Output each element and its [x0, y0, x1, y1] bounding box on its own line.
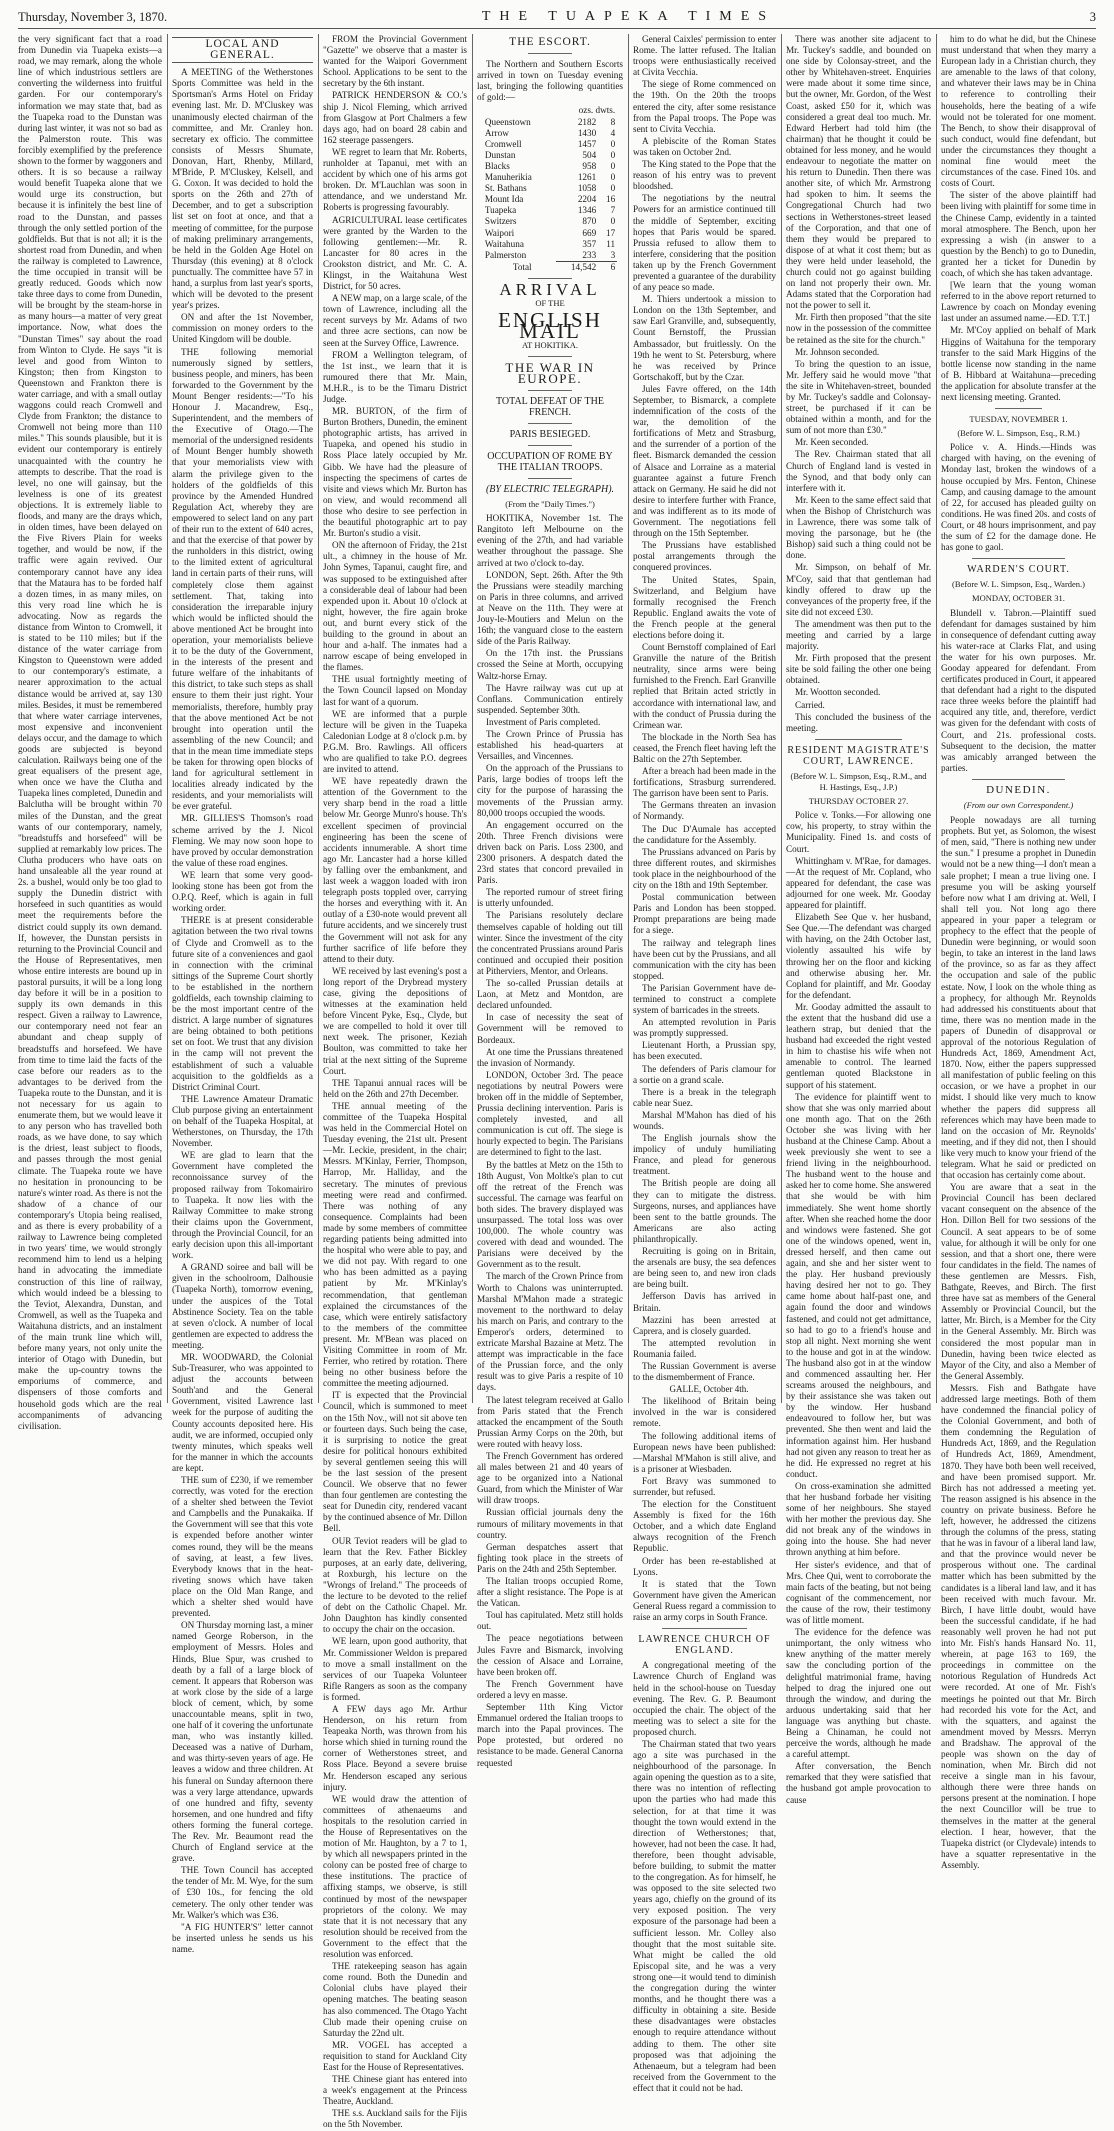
gold-table-row	[483, 205, 617, 216]
paragraph: The Prussians have established postal arrangements through the conquered provinces.	[633, 540, 776, 573]
paragraph: Count Bernstoff complained of Earl Granville the nature of the British neutrality, since arms were being furnished to the French. Earl Granville replied that Britain acted strictly in accordance with international law, and with the conduct of Prussia during the Crimean war.	[633, 642, 776, 730]
paragraph: Mazzini has been arrested at Caprera, and is closely guarded.	[633, 1314, 776, 1336]
paragraph: MR. BURTON, of the firm of Burton Brothers, Dunedin, the eminent photographic artists, has arrived in Tuapeka, and opened his studio in Ross Place lately occupied by Mr. Gibb. We have had the pleasure of inspecting the specimens of cartes de visite and views which Mr. Burton has on view, and would recommend all those who desire to see perfection in the beautiful photographic art to pay Mr. Burton's studio a visit.	[323, 406, 467, 539]
paragraph: The so-called Prussian details at Laon, at Metz and Montdon, are declared unfounded.	[477, 978, 623, 1011]
paragraph: It is stated that the Town Government have given the American General Ruess regard a commission to raise an army corps in South France.	[633, 1578, 776, 1623]
paragraph: THE sum of £230, if we remember correctly, was voted for the erection of a shelter shed between the Teviot and Campbells and the Punakaika. If the Government will see that this vote is expended before another winter comes round, they will be the means of saving, at least, a few lives. Everybody knows that in the heat-riveting snows which have taken place on the Old Man Range, and which a shelter shed would have prevented.	[172, 1475, 313, 1619]
tuesday-date: TUESDAY, NOVEMBER 1.	[969, 414, 1068, 425]
rm-court-date: THURSDAY OCTOBER 27.	[808, 796, 909, 807]
rm-court-heading: RESIDENT MAGISTRATE'S COURT, LAWRENCE.	[787, 744, 930, 767]
paragraph: Mr. Keen to the same effect said that when the Bishop of Christchurch was in Lawrence, there was some talk of moving the parsonage, but he (the Bishop) said such a thing could not be done.	[786, 494, 931, 561]
dunedin-heading: DUNEDIN.	[986, 783, 1051, 796]
ozs-value: 233	[582, 249, 597, 260]
paragraph: Her sister's evidence, and that of Mrs. Chee Qui, went to corroborate the main facts of the beating, but not being cognisant of the commencement, nor the cause of the row, their testimony was of little moment.	[786, 1559, 931, 1626]
paragraph: Messrs. Fish and Bathgate have addressed large meetings. Both of them have condemned the financial policy of the Colonial Government, and both of them condemning the Regulation of Hundreds Act, 1869, and the Regulation of Hundreds Act, 1869, Amendment, 1870. They have both been well received, and have been promised support. Mr. Birch has not addressed a meeting yet. The reason assigned is his absence in the country on private business. Before he left, however, he addressed the citizens through the columns of the press, stating that he was in favour of a liberal land law, and that the province would never be prosperous without one. The cardinal matter which has been submitted by the candidates is a liberal land law, and it has been received with much favour. Mr. Birch, I have little doubt, would have been the successful candidate, if he had reasonably well proven he had not put into Mr. Fish's hands Hansard No. 11, wherein, at page 163 to 169, the proceedings in committee on the notorious Regulation of Hundreds Act were recorded. At one of Mr. Fish's meetings he pointed out that Mr. Birch had recorded his vote for the Act, and with the squatters, and against the amendment moved by Messrs. Merryn and Bradshaw. The approval of the people was shown on the day of nomination, when Mr. Birch did not receive a single man in his favour, although there were three hands on persons present at the nomination. I hope the next Councillor will be true to themselves in the matter at the general election. I hear, however, that the Tuapeka district (or Clydevale) intends to have a squatter representative in the Assembly.	[941, 1382, 1096, 1870]
paragraph: The likelihood of Britain being involved in the war is considered remote.	[633, 1396, 776, 1429]
paragraph: The following additional items of European news have been published:—Marshal M'Mahon is still alive, and is a prisoner at Wiesbaden.	[633, 1430, 776, 1474]
paragraph: The Russian Government is averse to the dismemberment of France.	[633, 1360, 776, 1383]
paragraph: WE received by last evening's post a long report of the Drybread mystery case, giving the depositions of witnesses at the examination held before Vincent Pyke, Esq., Clyde, but we are compelled to hold it over till next week. The prisoner, Keziah Boulton, was committed to take her trial at the next sitting of the Supreme Court.	[323, 965, 467, 1076]
dwts-value: 0	[610, 172, 616, 183]
paragraph: The Duc D'Aumale has accepted the candidature for the Assembly.	[633, 823, 776, 845]
ozs-value: 1346	[577, 205, 597, 216]
paragraph: The Chairman stated that two years ago a site was purchased in the neighbourhood of the parsonage. In again opening the question as to a site, there was no intention of reflecting upon the parties who had made this selection, for at that time it was thought the town would extend in the direction of Wetherstones; that, however, had not been the case. It had, therefore, been thought advisable, before building, to submit the matter to the congregation. As for himself, he was opposed to the site selected two years ago, chiefly on the ground of its very exposed position. The very exposure of the parsonage had been a sufficient lesson. Mr. Colley also thought that the most suitable site. What might be called the old Episcopal site, and he was a very strong one—it would tend to diminish the congregation during the winter months, and he thought there was a difficulty in obtaining a site. Beside these disadvantages were obstacles enough to require attendance without adding to them. The other site proposed was that adjoining the Athenaeum, but a telegram had been received from the Government to the effect that it could not be had.	[633, 1738, 776, 2093]
paragraph: At one time the Prussians threatened the invasion of Normandy.	[477, 1046, 623, 1068]
paragraph: The defenders of Paris clamour for a sortie on a grand scale.	[633, 1063, 776, 1085]
paragraph: [We learn that the young woman referred to in the above report returned to Lawrence by coach on Monday evening last under an assumed name.—ED. T.T.]	[941, 280, 1096, 324]
paragraph: Mr. Wootton seconded.	[795, 687, 881, 698]
gold-table-row	[483, 216, 617, 227]
gold-table-row	[483, 139, 617, 150]
place-name: Queenstown	[484, 116, 531, 127]
paragraph: IT is expected that the Provincial Council, which is summoned to meet on the 15th Nov., will not sit above ten or fourteen days. Such being the case, it is surprising to notice the great desire for political honours exhibited by several gentlemen seeing this will be the last session of the present Council. We observe that no fewer than four gentlemen are contesting the seat for Dunedin city, rendered vacant by the continued absence of Mr. Dillon Bell.	[323, 1390, 467, 1534]
paragraph: LONDON, Sept. 26th. After the 9th the Prussians were steadily marching on Paris in three columns, and arrived at Neave on the 11th. They were at Jouy-le-Moutiers and Melun on the 16th; the vanguard close to the eastern side of the Paris Railway.	[477, 569, 623, 647]
paragraph: WE learn, upon good authority, that Mr. Commissioner Weldon is prepared to move a small installment on the services of our Tuapeka Volunteer Rifle Rangers as soon as the company is formed.	[323, 1636, 467, 1702]
war-heading: THE WAR IN EUROPE.	[505, 360, 595, 387]
dwts-value: 4	[610, 127, 616, 138]
dwts-value: 7	[610, 205, 616, 216]
paragraph: HOKITIKA, November 1st. The Rangitoto left Melbourne on the evening of the 27th, and had variable weather throughout the passage. She arrived at two o'clock to-day.	[477, 513, 623, 568]
divider	[662, 1628, 748, 1629]
paragraph: A plebiscite of the Roman States was taken on October 2nd.	[633, 135, 776, 157]
paragraph: The reported rumour of street firing is utterly unfounded.	[477, 887, 623, 909]
place-name: Manuherikia	[484, 172, 532, 183]
place-name: Blacks	[484, 160, 510, 171]
paragraph: Fort Bravy was summoned to surrender, but refused.	[633, 1475, 776, 1497]
gold-table-row	[483, 128, 617, 139]
defeat-heading: TOTAL DEFEAT OF THE FRENCH.	[496, 395, 604, 418]
rome-heading: OCCUPATION OF ROME BY THE ITALIAN TROOPS.	[487, 450, 613, 473]
paragraph: After a breach had been made in the fortifications, Strasburg surrendered. The garrison have been sent to Paris.	[633, 766, 776, 799]
paragraph: The siege of Rome commenced on the 19th. On the 20th the troops entered the city, after some resistance from the Papal troops. The Pope was sent to Civita Vecchia.	[633, 79, 776, 134]
paragraph: Mr. Firth proposed that the present site be sold failing the other one being obtained.	[786, 653, 931, 686]
paragraph: This concluded the business of the meeting.	[786, 711, 931, 733]
paragraph: The English journals show the impolicy of unduly humiliating France, and plead for generous treatment.	[633, 1133, 776, 1177]
paper-title: THE TUAPEKA TIMES	[481, 9, 776, 24]
paragraph: Police v. A. Hinds.—Hinds was charged with having, on the evening of Monday last, broken the windows of a house occupied by Mrs. Fenton, Chinese Camp, and causing damage to the amount of 22, for accused has pleaded guilty on conditions. He was fined 20s. and costs of Court, or 48 hours imprisonment, and pay the sum of £2 for the damage done. He has gone to gaol.	[941, 442, 1096, 553]
place-name: Palmerston	[484, 249, 527, 260]
place-name: Switzers	[484, 216, 517, 227]
church-heading: LAWRENCE CHURCH OF ENGLAND.	[638, 1634, 771, 1657]
paragraph: The railway and telegraph lines have been cut by the Prussians, and all communication with the city has been stopped.	[633, 937, 776, 981]
gold-table-row	[483, 117, 617, 128]
paragraph: THERE is at present considerable agitation between the two rival towns of Clyde and Cromwell as to the future site of a conveniences and gaol in connection with the criminal sittings of the Supreme Court shortly to be established in the northern goldfields, each township claiming to be the most important centre of the district. A large number of signatures are being obtained to both petitions set on foot. We trust that any division in the camp will not prevent the establishment of such a valuable acquisition to the goldfields as a District Criminal Court.	[172, 915, 313, 1092]
paragraph: The Germans threaten an invasion of Normandy.	[633, 800, 776, 822]
source-label: (From the "Daily Times.")	[505, 499, 595, 510]
paragraph: WE regret to learn that Mr. Roberts, runholder at Tapanui, met with an accident by which one of his arms got broken. Dr. M'Lauchlan was soon in attendance, and we understand Mr. Roberts is progressing favourably.	[323, 146, 467, 213]
warden-court-heading: WARDEN'S COURT.	[967, 564, 1070, 576]
paragraph: Toul has capitulated. Metz still holds out.	[477, 1610, 623, 1632]
paragraph: The election for the Constituent Assembly is fixed for the 16th October, and a which date England always recognition of the French Republic.	[633, 1499, 776, 1554]
paragraph: The peace negotiations between Jules Favre and Bismarck, involving the cession of Alsace and Lorraine, have been broken off.	[477, 1633, 623, 1677]
paragraph: Mr. Gooday admitted the assault to the extent that the husband did use a leathern strap, but denied that the husband had exceeded the right vested in him to chastise his wife when not amenable to control. The learned gentleman quoted Blackstone in support of his statement.	[786, 1001, 931, 1090]
editorial-text: the very significant fact that a road from Dunedin via Tuapeka exists—a road, we may remark, along the whole line of which industrious settlers are converting the wilderness into fruitful garden. For our contemporary's information we may state that, bad as the Tuapeka road to the Dunstan was during last winter, it was not so bad as the Palmerston route. This was forcibly exemplified by the preference shown to the former by waggoners and others. It is so because a railway would benefit Tuapeka alone that we would urge its construction, but because it is infinitely the best line of road to the Dunstan, and passes through the only settled portion of the goldfields. But that is not all; it is the shortest road from Dunedin, and when the railway is completed to Lawrence, the time occupied in transit will be greatly reduced. Goods which now take three days to come from Dunedin, will be brought by the steam-horse in as many hours—a matter of very great importance. Now, what does the "Dunstan Times" say about the road from Winton to Clyde. He says "it is level and good from Winton to Kingston; then from Kingston to Queenstown and Frankton there is water carriage, and with a small outlay waggons could reach Cromwell and Clyde from Frankton; the distance to Cromwell not being more than 110 miles." This sounds plausible, but it is evident our contemporary is entirely unacquainted with the country he attempts to describe. That the road is level, no one will gainsay, but the levelness is one of its greatest objections. It is extremely liable to floods, and many are the drays which, in olden times, have been delayed on the Five Rivers Plain for weeks together, and would be now, if the traffic were again revived. Our contemporary cannot have any idea that the Mataura has to be forded half a dozen times, in as many miles, on this very road line which he is advocating. Now as regards the distance from Winton to Cromwell, it is stated to be 110 miles; but if the distance of the water carriage from Kingston to Queenstown were added to our contemporary's estimate, a nearer approximation to the actual distance would be arrived at, say 130 miles. Besides, it must be remembered that where water carriage intervenes, most expensive and inconvenient delays occur, and the damage to which goods are subjected is beyond calculation. Railways being one of the great equalisers of the present age, when once we have the Clutha and Tuapeka lines completed, Dunedin and Balclutha will be brought within 70 miles of the Dunstan, and the great wants of our contemporary, namely, "breadstuffs and horsefeed" will be supplied at remarkably low prices. The Clutha producers who have oats on hand unsaleable all the year round at 2s. a bushel, would only be too glad to supply the Dunedin district with horsefeed in such quantities as would meet the requirements before the district could supply its own demand. If, however, the Dunstan persists in returning to the Provincial Council and the House of Representatives, men whose entire interests are bound up in pastoral pursuits, it will be a long long day before it will be in a position to supply its own demands in this respect. Given a railway to Lawrence, our contemporary need not fear an abundant and cheap supply of breadstuffs and horsefeed. We have from time to time laid the facts of the case before our readers as to the advantages to be derived from the Tuapeka route to the Dunstan, and it is not necessary for us again to enumerate them, but we would leave it to any person who has travelled both roads, as we have done, to say which is the driest, least subject to floods, and passes through the most genial climate. The Tuapeka route we have no hesitation in pronouncing to be nature's winter road. As there is not the shadow of a chance of our contemporary's Utopia being realised, and as there is every probability of a railway to Lawrence being completed in two years' time, we would strongly recommend him to lend us a helping hand in advocating the immediate construction of this line of railway, which would indeed be a blessing to the Teviot, Alexandra, Dunstan, and Cromwell, as well as the Tuapeka and Waitahuna districts, and an instalment of the main trunk line which will, before many years, not only unite the interior of Otago with Dunedin, but make the up-country towns the emporiums of commerce, and dispensers of those comforts and household gods which are the real accompaniments of advancing civilisation.	[18, 34, 162, 1431]
total-ozs: 14,542	[556, 261, 598, 273]
ozs-value: 1457	[577, 138, 597, 149]
gold-table-body	[483, 117, 617, 262]
gold-table-header	[483, 105, 617, 116]
paragraph: THE usual fortnightly meeting of the Town Council lapsed on Monday last for want of a quorum.	[323, 674, 467, 707]
paragraph: The evidence for plaintiff went to show that she was only married about one month ago. That on the 26th October she was living with her husband at the Chinese Camp. About a week previously she went to see a friend living in the neighbourhood. The husband went to the house and asked her to come home. She answered that she would be with him immediately. She went home shortly after. When she reached home the door and windows were fastened. She got one of the windows opened, went in, dressed herself, and then came out again, and she and her sister went to the play. Her husband previously having desired her not to go. They came home about half-past one, and again found the door and windows fastened, and could not get admittance, so had to go to a friend's house and stop all night. Next morning she went to the house and got in at the window. The husband also got in at the window and commenced assaulting her. Her screams aroused the neighbours, and by their assistance she was taken out by the window. Her husband endeavoured to follow her, but was prevented. She then went and laid the information against him. Her husband had not given any reason to treat her as he did. He expressed no regret at his conduct.	[786, 1091, 931, 1479]
dwts-value: 17	[605, 227, 616, 238]
paragraph: WE learn that some very good-looking stone has been got from the O.P.Q. Reef, which is again in full working order.	[172, 869, 313, 914]
divider	[528, 53, 572, 54]
gold-table-row	[483, 250, 617, 262]
paragraph: THE s.s. Auckland sails for the Fijis on the 5th November.	[323, 2108, 467, 2130]
ozs-value: 1058	[577, 183, 597, 194]
dwts-value: 3	[610, 249, 616, 260]
paragraph: The Havre railway was cut up at Conflans. Communication entirely suspended. September 30th.	[477, 682, 623, 715]
column-5	[633, 34, 776, 2093]
paragraph: Investment of Paris completed.	[486, 716, 601, 727]
paragraph: A GRAND soiree and ball will be given in the schoolroom, Dalhousie (Tuapeka North), tomorrow evening, under the auspices of the Total Abstinence Society. Tea on the table at seven o'clock. A number of local gentlemen are expected to address the meeting.	[172, 1262, 313, 1350]
dateline: GALLE, October 4th.	[669, 1384, 749, 1395]
paragraph: Mr. Keen seconded.	[795, 437, 869, 448]
paragraph: The negotiations by the neutral Powers for an armistice continued till the middle of September, exciting hopes that Paris would be spared. Prussia refused to allow them to interfere, considering that the position taken up by the French Government prevented a guarantee of the durability of any peace so made.	[633, 193, 776, 293]
total-label: Total	[512, 261, 532, 272]
paragraph: Jules Favre offered, on the 14th September, to Bismarck, a complete indemnification of the costs of the war, the demolition of the fortifications of Metz and Strasburg, and the surrender of a portion of the fleet. Bismarck demanded the cession of Alsace and Lorraine as a material guarantee against a future French attack on Germany. He said he did not desire to interfere further with France, and was indifferent as to its mode of Government. The negotiations fell through on the 15th September.	[633, 383, 776, 539]
paragraph: The Parisians resolutely declare themselves capable of holding out till winter. Since the investment of the city the concentrated Prussians around Paris continued and occupied their position at Pitherviers, Mentor, and Orleans.	[477, 910, 623, 976]
place-name: Mount Ida	[484, 194, 524, 205]
paragraph: The British people are doing all they can to mitigate the distress. Surgeons, nurses, and appliances have been sent to the battle grounds. The Americans are also acting philanthropically.	[633, 1178, 776, 1244]
gold-table-row	[483, 172, 617, 183]
paragraph: AGRICULTURAL lease certificates were granted by the Warden to the following gentlemen:—Mr. R. Lancaster for 80 acres in the Crookston district, and Mr. C. A. Klingst, in the Waitahuna West District, for 50 acres.	[323, 214, 467, 292]
arrival-heading: ARRIVAL	[499, 279, 601, 299]
ozs-value: 1430	[577, 127, 597, 138]
paragraph: The attempted revolution in Roumania failed.	[633, 1337, 776, 1359]
divider	[815, 739, 902, 740]
paragraph: WE have repeatedly drawn the attention of the Government to the very sharp bend in the road a little below Mr. George Munro's house. Th's excellent specimen of provincial engineering has been the scene of accidents innumerable. A short time ago Mr. Lancaster had a horse killed by falling over the embankment, and last week a waggon loaded with iron telegraph posts toppled over, carrying the horses and everything with it. An outlay of a £30-note would prevent all future accidents, and we sincerely trust the Government will not ask for any further sacrifice of life before they attend to their duty.	[323, 776, 467, 964]
paragraph: WE are glad to learn that the Government have completed the reconnoissance survey of the proposed railway from Tokomairiro to Tuapeka. It now lies with the Railway Committee to make strong their claims upon the Government, through the Provincial Council, for an early decision upon this all-important work.	[172, 1150, 313, 1261]
dwts-value: 0	[610, 183, 616, 194]
dwts-value: 0	[610, 149, 616, 160]
ozs-value: 2204	[577, 194, 597, 205]
paragraph: ON the afternoon of Friday, the 21st ult., a chimney in the house of Mr. John Symes, Tapanui, caught fire, and was supposed to be extinguished after a considerable deal of labour had been expended upon it. About 10 o'clock at night, however, the fire again broke out, and burnt every stick of the building to the ground in about an hour and a-half. The inmates had a narrow escape of being enveloped in the flames.	[323, 540, 467, 673]
paragraph: FROM the Provincial Government "Gazette" we observe that a master is wanted for the Waipori Government School. Applications to be sent to the secretary by the 6th instant.	[323, 34, 467, 89]
dwts-value: 8	[610, 116, 616, 127]
paragraph: MR. GILLIES'S Thomson's road scheme arrived by the J. Nicol Fleming. We may now soon hope to have proved by occular demonstration the value of these road engines.	[172, 813, 313, 868]
column-1	[18, 34, 162, 1431]
paragraph: The Italian troops occupied Rome, after a slight resistance. The Pope is at the Vatican.	[477, 1576, 623, 1609]
total-dwts: 6	[598, 261, 617, 273]
column-6	[786, 34, 931, 1805]
ozs-value: 357	[582, 238, 597, 249]
ozs-value: 870	[582, 216, 597, 227]
gold-table-row	[483, 239, 617, 250]
place-name: Dunstan	[484, 149, 516, 160]
page-number: 3	[1089, 9, 1096, 24]
column-2	[172, 34, 313, 1954]
masthead	[18, 6, 1096, 29]
paragraph: M. Thiers undertook a mission to London on the 13th September, and saw Earl Granville, and, subsequently, Count Bernstoff, the Prussian Ambassador, but fruitlessly. On the 19th he went to St. Petersburg, where he was received by Prince Gortschakoff, but by the Czar.	[633, 294, 776, 382]
paragraph: LONDON, October 3rd. The peace negotiations by neutral Powers were broken off in the middle of September, Prussia declining intervention. Paris is completely invested, and all communication is cut off. The siege is hourly expected to begin. The Parisians are determined to fight to the last.	[477, 1069, 623, 1158]
english-mail-heading: ENGLISH MAIL	[498, 308, 602, 344]
ozs-value: 958	[582, 160, 597, 171]
paragraph: General Caixles' permission to enter Rome. The latter refused. The Italian troops were enthusiastically received at Civita Vecchia.	[633, 34, 776, 78]
column-rule	[781, 34, 782, 1403]
divider	[972, 558, 1065, 559]
ozs-value: 1261	[577, 172, 597, 183]
place-name: St. Bathans	[484, 183, 527, 194]
dwts-value: 0	[610, 216, 616, 227]
escort-intro: The Northern and Southern Escorts arrived in town on Tuesday evening last, bringing the following quantities of gold:—	[477, 59, 623, 103]
paragraph: THE ratekeeping season has again come round. Both the Dunedin and Colonial clubs have played their opening matches. The beating season has also commenced. The Otago Yacht Club made their opening cruise on Saturday the 22nd ult.	[323, 1961, 467, 2038]
paragraph: An attempted revolution in Paris was promptly suppressed.	[633, 1017, 776, 1039]
ozs-value: 2182	[577, 116, 597, 127]
paragraph: September 11th King Victor Emmanuel ordered the Italian troops to march into the Papal provinces. The Pope protested, but ordered no resistance to be made. General Canorna requested	[477, 1702, 623, 1768]
column-rule	[628, 34, 629, 1403]
paragraph: There was another site adjacent to Mr. Tuckey's saddle, and bounded on one side by Colonsay-street, and the other by Whitehaven-street. Enquiries were made about it some time since, but the owner, Mr. Gordon, of the West Coast, asked £50 for it, which was considered a great deal too much. Mr. Edward Herbert had told him (the chairman) that he thought it could be obtained for less money, and he would endeavour to negotiate the matter on his return to Dunedin. Then there was another site, of which Mr. Armstrong had spoken to him. It seems the Congregational Church had two sections in Wetherstones-street leased of the Corporation, and that one of them they would be prepared to dispose of at what it cost them; but as they were held under leasehold, the church could not go against building on land not properly their own. Mr. Adams stated that the Corporation had not the power to sell it.	[786, 34, 931, 311]
divider	[528, 356, 572, 357]
paris-heading: PARIS BESIEGED.	[509, 428, 591, 440]
paragraph: PATRICK HENDERSON & CO.'s ship J. Nicol Fleming, which arrived from Glasgow at Port Chalmers a few days ago, had on board 28 cabin and 162 steerage passengers.	[323, 90, 467, 145]
paragraph: A MEETING of the Wetherstones Sports Committee was held in the Sportsman's Arms Hotel on Friday evening last. Mr. D. M'Cluskey was unanimously elected chairman of the committee, and Mr. Cranley hon. secretary ex officio. The committee consists of Messrs Shumate, Donovan, Hart, Rhenby, Millard, M'Bride, P. M'Cluskey, Kelsell, and G. Coxon. It was decided to hold the sports on the 26th and 27th of December, and to get a subscription list set on foot at once, and that a meeting of committee, for the purpose of making preliminary arrangements, be held in the Golden Age Hotel on Thursday (this evening) at 8 o'clock punctually. The committee have 57 in hand, a surplus from last year's sports, which will be devoted to the present year's prizes.	[172, 67, 313, 311]
place-name: Tuapeka	[484, 205, 517, 216]
column-rule	[318, 34, 319, 1403]
paragraph: Whittingham v. M'Rae, for damages. —At the request of Mr. Copland, who appeared for defendant, the case was adjourned for one week. Mr. Gooday appeared for plaintiff.	[786, 855, 931, 911]
tuesday-bench: (Before W. L. Simpson, Esq., R.M.)	[957, 428, 1080, 439]
paragraph: On the 17th inst. the Prussians crossed the Seine at Morth, occupying Waltz-horse Ernay.	[477, 648, 623, 681]
paragraph: him to do what he did, but the Chinese must understand that when they marry a European lady in a Christian church, they are amenable to the laws of that colony, and whatever their laws may be in China to reference to controlling their households, here the beating of a wife would not be tolerated for one moment. The Bench, to show their disapproval of such conduct, would fine defendant, but under the circumstances they thought a nominal fine would meet the circumstances of the case. Fined 10s. and costs of Court.	[941, 34, 1096, 189]
gold-table	[483, 105, 617, 272]
paragraph: The sister of the above plaintiff had been living with plaintiff for some time in the Chinese Camp, evidently in a tainted moral atmosphere. The Bench, upon her expressing a wish (in answer to a question by the Bench) to go to Dunedin, granted her a ticket for Dunedin by coach, of which she has taken advantage.	[941, 190, 1096, 278]
divider	[528, 390, 572, 391]
paragraph: Russian official journals deny the rumours of military movements in that country.	[477, 1507, 623, 1540]
paragraph: THE Chinese giant has entered into a week's engagement at the Princess Theatre, Auckland.	[323, 2074, 467, 2107]
local-general-heading: LOCAL AND GENERAL.	[172, 37, 313, 63]
paragraph: THE Tapanui annual races will be held on the 26th and 27th December.	[323, 1077, 467, 1099]
paragraph: You are aware that a seat in the Provincial Council has been declared vacant consequent on the absence of the Hon. Dillon Bell for two sessions of the Council. A seat appears to be of some value, for although it will be only for one session, and that a short one, there were four candidates in the field. The names of these gentlemen are Messrs. Fish, Bathgate, Reeves, and Birch. The first three have sat as members of the General Assembly or Provincial Council, but the latter, Mr. Birch, is a Member for the City in the General Assembly. Mr. Birch was considered the most popular man in Dunedin, having been twice elected as Mayor of the City, and also a Member of the General Assembly.	[941, 1182, 1096, 1381]
paragraph: The French Government has ordered all males between 21 and 40 years of age to be organized into a National Guard, from which the Minister of War will draw troops.	[477, 1450, 623, 1506]
paragraph: "A FIG HUNTER'S" letter cannot be inserted unless he sends us his name.	[172, 1921, 313, 1954]
paragraph: Mr. Simpson, on behalf of Mr. M'Coy, said that that gentleman had kindly offered to draw up the conveyances of the property free, if the site did not exceed £30.	[786, 562, 931, 617]
paragraph: ON Thursday morning last, a miner named George Roberson, in the employment of Messrs. Holes and Hinds, Blue Spur, was crushed to death by a fall of a large block of cement. It appears that Roberson was at work close by the side of a large block of cement, which, by some unaccountable means, split in two, one half of it covering the unfortunate man, who was instantly killed. Deceased was a native of Durham, and was thirty-seven years of age. He leaves a widow and three children. At his funeral on Sunday afternoon there was a very large attendance, upwards of one hundred and fifty, seventy horsemen, and one hundred and fifty others forming the funeral cortege. The Rev. Mr. Beaumont read the Church of England service at the grave.	[172, 1620, 313, 1864]
divider	[528, 445, 572, 446]
dwts-value: 0	[610, 160, 616, 171]
paragraph: By the battles at Metz on the 15th to 18th August, Von Moltke's plan to cut off the retreat of the French was successful. The carnage was fearful on both sides. The bravery displayed was unsurpassed. The total loss was over 100,000. The whole country was covered with dead and wounded. The Parisians were deceived by the Government as to the result.	[477, 1159, 623, 1270]
paragraph: The amendment was then put to the meeting and carried by a large majority.	[786, 618, 931, 652]
paragraph: The march of the Crown Prince from Worth to Chalons was uninterrupted. Marshal M'Mahon made a strategic movement to the northward to delay his march on Paris, and contrary to the Emperor's orders, determined to extricate Marshal Bazaine at Metz. The attempt was impracticable in the face of the Prussian force, and the only result was to give Paris a respite of 10 days.	[477, 1271, 623, 1393]
divider	[528, 478, 572, 479]
gold-table-total	[483, 261, 617, 273]
paragraph: The United States, Spain, Switzerland, and Belgium have formally recognised the French Republic. England awaits the vote of the French people at the general elections before doing it.	[633, 574, 776, 640]
paragraph: The blockade in the North Sea has ceased, the French fleet having left the Baltic on the 27th September.	[633, 731, 776, 764]
paragraph: Mr. M'Coy applied on behalf of Mark Higgins of Waitahuna for the temporary transfer to the said Mark Higgins of the bottle license now standing in the name of B. Hibbard at Waitahuna—preceding the application for absolute transfer at the next licensing meeting. Granted.	[941, 325, 1096, 402]
paragraph: A NEW map, on a large scale, of the town of Lawrence, including all the recent surveys by Mr. Adams of two and three acre sections, can now be seen at the Survey Office, Lawrence.	[323, 293, 467, 348]
paragraph: A congregational meeting of the Lawrence Church of England was held in the school-house on Tuesday evening. The Rev. G. P. Beaumont occupied the chair. The object of the meeting was to select a site for the proposed church.	[633, 1660, 776, 1737]
paragraph: A FEW days ago Mr. Arthur Henderson, on his return from Teapeaka North, was thrown from his horse which shied in turning round the corner of Wetherstones street, and Ross Place. Beyond a severe bruise Mr. Henderson escaped any serious injury.	[323, 1703, 467, 1792]
place-name: Cromwell	[484, 138, 522, 149]
paragraph: On cross-examination she admitted that her husband forbade her visiting some of her neighbours. She stayed with her mother the previous day. She did not break any of the windows in going into the house. She had never thrown anything at him before.	[786, 1480, 931, 1558]
paragraph: Order has been re-established at Lyons.	[633, 1555, 776, 1577]
divider	[995, 408, 1042, 409]
paragraph: Police v. Tonks.—For allowing one cow, his property, to stray within the Municipality. Fined 1s. and costs of Court.	[786, 810, 931, 854]
paragraph: MR. WOODWARD, the Colonial Sub-Treasurer, who was appointed to adjust the accounts between South'and and the General Government, visited Lawrence last week for the purpose of auditing the County accounts deposited here. His audit, we are informed, occupied only twenty minutes, which speaks well for the manner in which the accounts are kept.	[172, 1351, 313, 1473]
paragraph: Postal communication between Paris and London has been stopped. Prompt preparations are being made for a siege.	[633, 892, 776, 936]
paragraph: The Parisian Government have de-termined to construct a complete system of barricades in the streets.	[633, 982, 776, 1016]
ozs-value: 504	[582, 149, 597, 160]
paragraph: Blundell v. Tabron.—Plaintiff sued defendant for damages sustained by him in consequence of defendant cutting away his water-race at Clarks Flat, and using the water for his own purposes. Mr. Gooday appeared for defendant. From certificates produced in Court, it appeared that defendant had a right to the disputed race three weeks before the plaintiff had acquired any title, and, therefore, verdict was given for the defendant with costs of Court, and 21s. professional costs. Subsequent to the decision, the matter was amicably arranged between the parties.	[941, 607, 1096, 773]
paragraph: German despatches assert that fighting took place in the streets of Paris on the 24th and 25th September.	[477, 1541, 623, 1574]
column-7	[941, 34, 1096, 1870]
paragraph: Jefferson Davis has arrived in Britain.	[633, 1291, 776, 1313]
column-4	[477, 34, 623, 1768]
paragraph: The French Government have ordered a levy en masse.	[477, 1678, 623, 1700]
ozs-value: 669	[582, 227, 597, 238]
dwts-value: 0	[610, 138, 616, 149]
warden-court-date: MONDAY, OCTOBER 31.	[972, 593, 1065, 604]
column-rule	[167, 34, 168, 1403]
paragraph: In case of necessity the seat of Government will be removed to Bordeaux.	[477, 1012, 623, 1045]
paragraph: THE Town Council has accepted the tender of Mr. M. Wye, for the sum of £30 10s., for fencing the old cemetery. The only other tender was Mr. Walker's which was £36.	[172, 1865, 313, 1920]
warden-court-bench: (Before W. L. Simpson, Esq., Warden.)	[951, 579, 1086, 590]
paragraph: THE annual meeting of the committee of the Tuapeka Hospital was held in the Commercial Hotel on Tuesday evening, the 21st ult. Present—Mr. Leckie, president, in the chair; Messrs. M'Kinlay, Ferrier, Thompson, Harrop, Mr. Halliday, and the secretary. The minutes of previous meeting were read and confirmed. There was nothing of any consequence. Complaints had been made by some members of committee regarding patients being admitted into the hospital who were able to pay, and we did not pay. With regard to one who has been admitted as a paying patient by Mr. M'Kinlay's recommendation, that gentleman explained the circumstances of the case, which were entirely satisfactory to the members of the committee present. Mr. M'Bean was placed on Visiting Committee in room of Mr. Ferrier, who retired by rotation. There being no other business before the committee the meeting adjourned.	[323, 1100, 467, 1389]
paragraph: Mr. Firth then proposed "that the site now in the possession of the committee be retained as the site for the church."	[786, 312, 931, 345]
gold-table-row	[483, 150, 617, 161]
telegraph-label: (BY ELECTRIC TELEGRAPH).	[485, 484, 615, 495]
paragraph: Mr. Johnson seconded.	[795, 346, 880, 357]
divider	[528, 423, 572, 424]
paragraph: The King stated to the Pope that the reason of his entry was to prevent bloodshed.	[633, 159, 776, 192]
paragraph: People nowadays are all turning prophets. But yet, as Solomon, the wisest of men, said, "There is nothing new under the sun." I presume a prophet in Dunedin would not be a new thing—I don't mean a sale prophet; I mean a true living one. I presume you will be asking yourself before now what I am driving at. Well, I shall tell you. Not long ago there appeared in your paper a telegram or prophecy to the effect that the people of Dunedin were beginning, or would soon begin, to take an interest in the land laws of the province, so as far as they affect the occupation and sale of the public estate. Now, I look on the whole thing as a prophecy, for although Mr. Reynolds had addressed his constituents about that time, there was no mention made in the papers of Dunedin of disapproval or approval of the notorious Regulation of Hundreds Act, 1869, Amendment Act, 1870. Now, either the papers suppressed all manifestation of public feeling on this occasion, or we have a prophet in our midst. I should like very much to know whether the papers did suppress all references which may have been made to land on the occasion of Mr. Reynolds' meeting, and if they did not, then I should like very much to know your friend of the telegram. What he said or predicted on that occasion has certainly come about.	[941, 815, 1096, 1181]
of-the-label: OF THE	[535, 297, 565, 308]
place-name: Arrow	[484, 127, 509, 138]
paragraph: Elizabeth See Que v. her husband, See Que.—The defendant was charged with having, on the 24th October last, violently assaulted his wife by throwing her on the floor and kicking and otherwise abusing her. Mr. Copland for plaintiff, and Mr. Gooday for the defendant.	[786, 912, 931, 1000]
paragraph: THE following memorial numerously signed by settlers, business people, and miners, has been forwarded to the Government by the Mount Benger residents:—"To his Honour J. Macandrew, Esq., Superintendent, and the members of the Executive of Otago.—The memorial of the undersigned residents of Mount Benger humbly showeth that your memorialists view with alarm the privilege given to the holders of the goldfields of this province by the Amended Hundred Regulation Act, whereby they are empowered to select land on any part of their run to the extent of 640 acres, and that the exercise of that power by the runholders in this district, owing to the limited extent of agricultural land in certain parts of their runs, will completely close them against settlement. That, taking into consideration the irreparable injury which would be inflicted should the above mentioned Act be brought into operation, your memorialists believe it to be the duty of the Government, in the interests of the present and future welfare of the inhabitants of this district, to take such steps as shall ensure to them their just right. Your memorialists, therefore, humbly pray that the above mentioned Act be not brought into operation until the assembling of the new Council; and that in the mean time immediate steps be taken for throwing open blocks of land for agricultural settlement in localities already indicated by the residents, and your memorialists will be ever grateful.	[172, 346, 313, 812]
paragraph: An engagement occurred on the 20th. Three French divisions were driven back on Paris. Loss 2300, and 2300 prisoners. A despatch dated the 23rd states that concord prevailed in Paris.	[477, 819, 623, 886]
paragraph: After conversation, the Bench remarked that they were satisfied that the husband got ample provocation to cause	[786, 1761, 931, 1805]
paragraph: The Prussians advanced on Paris by three different routes, and skirmishes took place in the neighbourhood of the city on the 18th and 19th September.	[633, 846, 776, 891]
gold-table-row	[483, 183, 617, 194]
divider	[528, 278, 572, 279]
place-name: Waipori	[484, 227, 515, 238]
paragraph: Recruiting is going on in Britain, the arsenals are busy, the sea defences are being seen to, and new iron clads are being built.	[633, 1246, 776, 1290]
gold-table-row	[483, 194, 617, 205]
paragraph: The evidence for the defence was unimportant, the only witness who knew anything of the matter merely saw the concluding portion of the delightful matrimonial frame, having helped to drag the injured one out through the window, and during the arduous undertaking said that her language was anything but chaste. Being a Chinaman, he could not perceive the words, although he made a careful attempt.	[786, 1627, 931, 1760]
paragraph: WE are informed that a purple lecture will be given in the Tuapeka Caledonian Lodge at 8 o'clock p.m. by P.G.M. Bro. Rawlings. All officers who are qualified to take P.O. degrees are invited to attend.	[323, 708, 467, 775]
units-label: ozs. dwts.	[578, 105, 616, 116]
rm-court-bench: (Before W. L. Simpson, Esq., R.M., and H. Hastings, Esq., J.P.)	[790, 771, 927, 793]
paragraph: The latest telegram received at Gallo from Paris stated that the French attacked the encampment of the South Prussian Army Corps on the 20th, but were routed with heavy loss.	[477, 1394, 623, 1449]
paragraph: THE Lawrence Amateur Dramatic Club purpose giving an entertainment on behalf of the Tuapeka Hospital, at Wetherstones, on Thursday, the 17th November.	[172, 1093, 313, 1149]
issue-date: Thursday, November 3, 1870.	[18, 9, 168, 24]
dwts-value: 16	[605, 194, 616, 205]
paragraph: Lieutenant Horth, a Prussian spy, has been executed.	[633, 1040, 776, 1062]
paragraph: MR. VOGEL has accepted a requisition to stand for Auckland City East for the House of Representatives.	[323, 2039, 467, 2072]
gold-table-row	[483, 228, 617, 239]
at-hokitika-label: AT HOKITIKA.	[521, 340, 579, 351]
dwts-value: 11	[606, 238, 616, 249]
escort-heading: THE ESCORT.	[509, 36, 591, 48]
paragraph: WE would draw the attention of committees of athenaeums and hospitals to the resolution carried in the House of Representatives on the motion of Mr. Haughton, by a 7 to 1, by which all newspapers printed in the colony can be posted free of charge to these institutions. The practice of affixing stamps, we observe, is still continued by most of the newspaper proprietors of the colony. We may state that it is not necessary that any resolution should be received from the Government to the effect that the resolution was enforced.	[323, 1793, 467, 1960]
column-rule	[936, 34, 937, 1403]
paragraph: To bring the question to an issue, Mr. Jeffery said he would move "that the site in Whitehaven-street, bounded by Mr. Tuckey's saddle and Colonsay-street, be purchased if it can be obtained within a month, and for the sum of not more than £30."	[786, 358, 931, 436]
column-rule	[472, 34, 473, 1403]
paragraph: Carried.	[795, 699, 825, 710]
paragraph: The Crown Prince of Prussia has established his head-quarters at Versailles, and Vincennes.	[477, 728, 623, 762]
paragraph: Marshal M'Mahon has died of his wounds.	[633, 1109, 776, 1131]
divider	[972, 779, 1065, 780]
column-3	[323, 34, 467, 2130]
paragraph: ON and after the 1st November, commission on money orders to the United Kingdom will be double.	[172, 312, 313, 345]
paragraph: OUR Teviot readers will be glad to learn that the Rev. Father Bickley purposes, at an early date, delivering, at Roxburgh, his lecture on the "Wrongs of Ireland." The proceeds of the lecture to be devoted to the relief of debt on the Catholic Chapel. Mr. John Daughton has kindly consented to occupy the chair on the occasion.	[323, 1535, 467, 1635]
place-name: Waitahuna	[484, 238, 524, 249]
paragraph: The Rev. Chairman stated that all Church of England land is vested in the Synod, and that body only can interfere with it.	[786, 449, 931, 493]
dunedin-correspondent: (From our own Correspondent.)	[963, 800, 1074, 810]
paragraph: On the approach of the Prussians to Paris, large bodies of troops left the city for the purpose of harassing the movements of the Prussian army. 80,000 troops occupied the woods.	[477, 763, 623, 818]
paragraph: There is a break in the telegraph cable near Suez.	[633, 1086, 776, 1108]
paragraph: FROM a Wellington telegram, of the 1st inst., we learn that it is rumoured there that Mr. Main, M.H.R., is to be the Timaru District Judge.	[323, 349, 467, 404]
gold-table-row	[483, 161, 617, 172]
